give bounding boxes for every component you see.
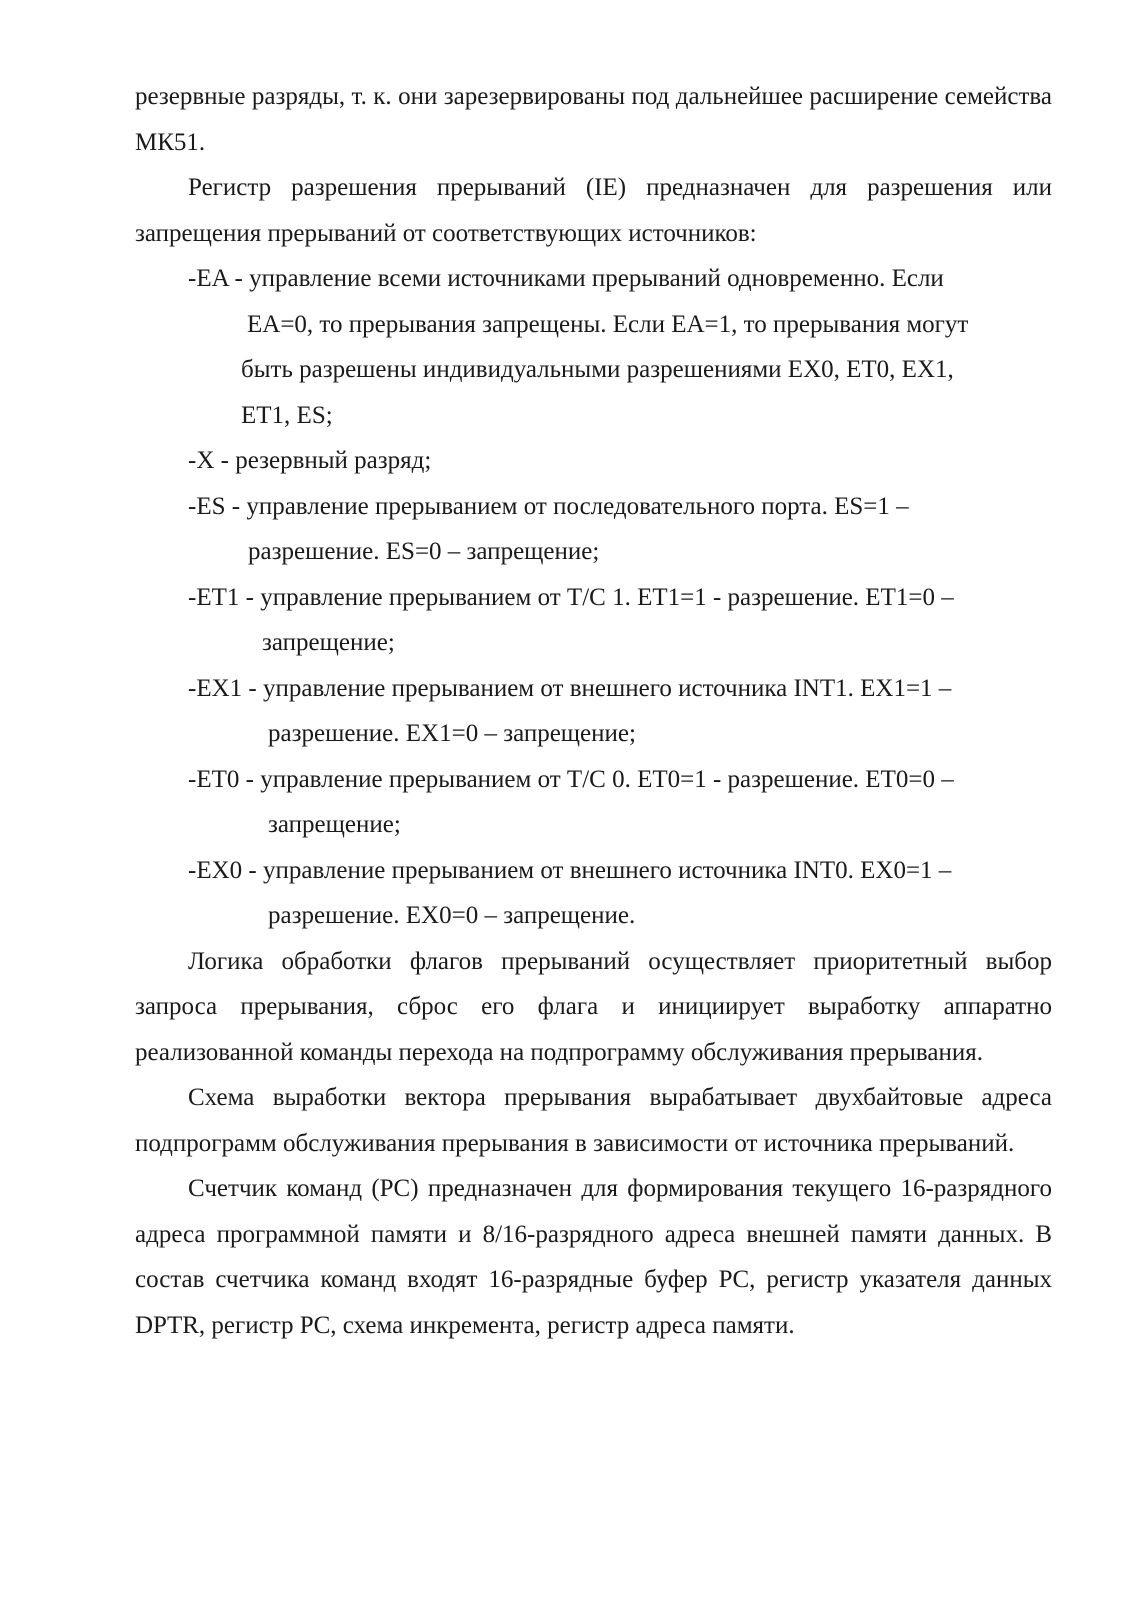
list-item-et1-line-2: запрещение; (262, 629, 395, 656)
list-item-ea (135, 256, 1052, 438)
list-item-es-line-2: разрешение. ES=0 – запрещение; (248, 538, 600, 565)
paragraph-vector-scheme: Схема выработки вектора прерывания вырабатывает двухбайтовые адреса подпрограмм обслуживания прерывания в зависимости от источника прерываний. (135, 1084, 1052, 1157)
list-item-ex1-line-2: разрешение. EX1=0 – запрещение; (268, 720, 636, 747)
list-item-et0-line-2: запрещение; (268, 811, 401, 838)
list-item-x-line-1: -X - резервный разряд; (188, 447, 432, 474)
list-item-ex0-line-1: -EX0 - управление прерыванием от внешнего источника INT0. EX0=1 – (188, 856, 952, 884)
list-item-ex0-line-2: разрешение. EX0=0 – запрещение. (268, 902, 636, 929)
paragraph-interrupt-logic: Логика обработки флагов прерываний осуществляет приоритетный выбор запроса прерывания, сброс его флага и инициирует выработку аппаратно реализованной команды перехода на подпрограмму обслуживания прерывания. (135, 947, 1052, 1066)
list-item-ea-line-3: быть разрешены индивидуальными разрешениями EX0, ET0, EX1, (241, 356, 954, 383)
list-item-ea-line-2: EA=0, то прерывания запрещены. Если EA=1, то прерывания могут (247, 310, 969, 338)
list-item-es-line-1: -ES - управление прерыванием от последовательного порта. ES=1 – (188, 492, 909, 520)
paragraph-program-counter: Счетчик команд (PC) предназначен для формирования текущего 16-разрядного адреса программной памяти и 8/16-разрядного адреса внешней памяти данных. В состав счетчика команд входят 16-разрядные буфер PC, регистр указателя данных DPTR, регистр PC, схема инкремента, регистр адреса памяти. (135, 1175, 1052, 1339)
list-item-et1-line-1: -ET1 - управление прерыванием от T/C 1. ET1=1 - разрешение. ET1=0 – (188, 583, 954, 611)
list-item-ex0 (135, 848, 1052, 939)
list-item-ex1-line-1: -EX1 - управление прерыванием от внешнего источника INT1. EX1=1 – (188, 674, 952, 702)
list-item-es (135, 484, 1052, 575)
list-item-et1 (135, 575, 1052, 666)
list-item-ex1 (135, 666, 1052, 757)
document-body (135, 74, 1052, 1348)
list-item-ea-line-4: ET1, ES; (241, 401, 333, 429)
list-item-x (135, 438, 1052, 484)
list-item-et0-line-1: -ET0 - управление прерыванием от T/C 0. ET0=1 - разрешение. ET0=0 – (188, 765, 954, 793)
list-item-et0 (135, 757, 1052, 848)
list-item-ea-line-1: -EA - управление всеми источниками прерываний одновременно. Если (188, 265, 944, 292)
paragraph-ie-register: Регистр разрешения прерываний (IE) предназначен для разрешения или запрещения прерываний от соответствующих источников: (135, 174, 1052, 247)
paragraph-reserved-bits: резервные разряды, т. к. они зарезервированы под дальнейшее расширение семейства МК51. (135, 83, 1052, 156)
